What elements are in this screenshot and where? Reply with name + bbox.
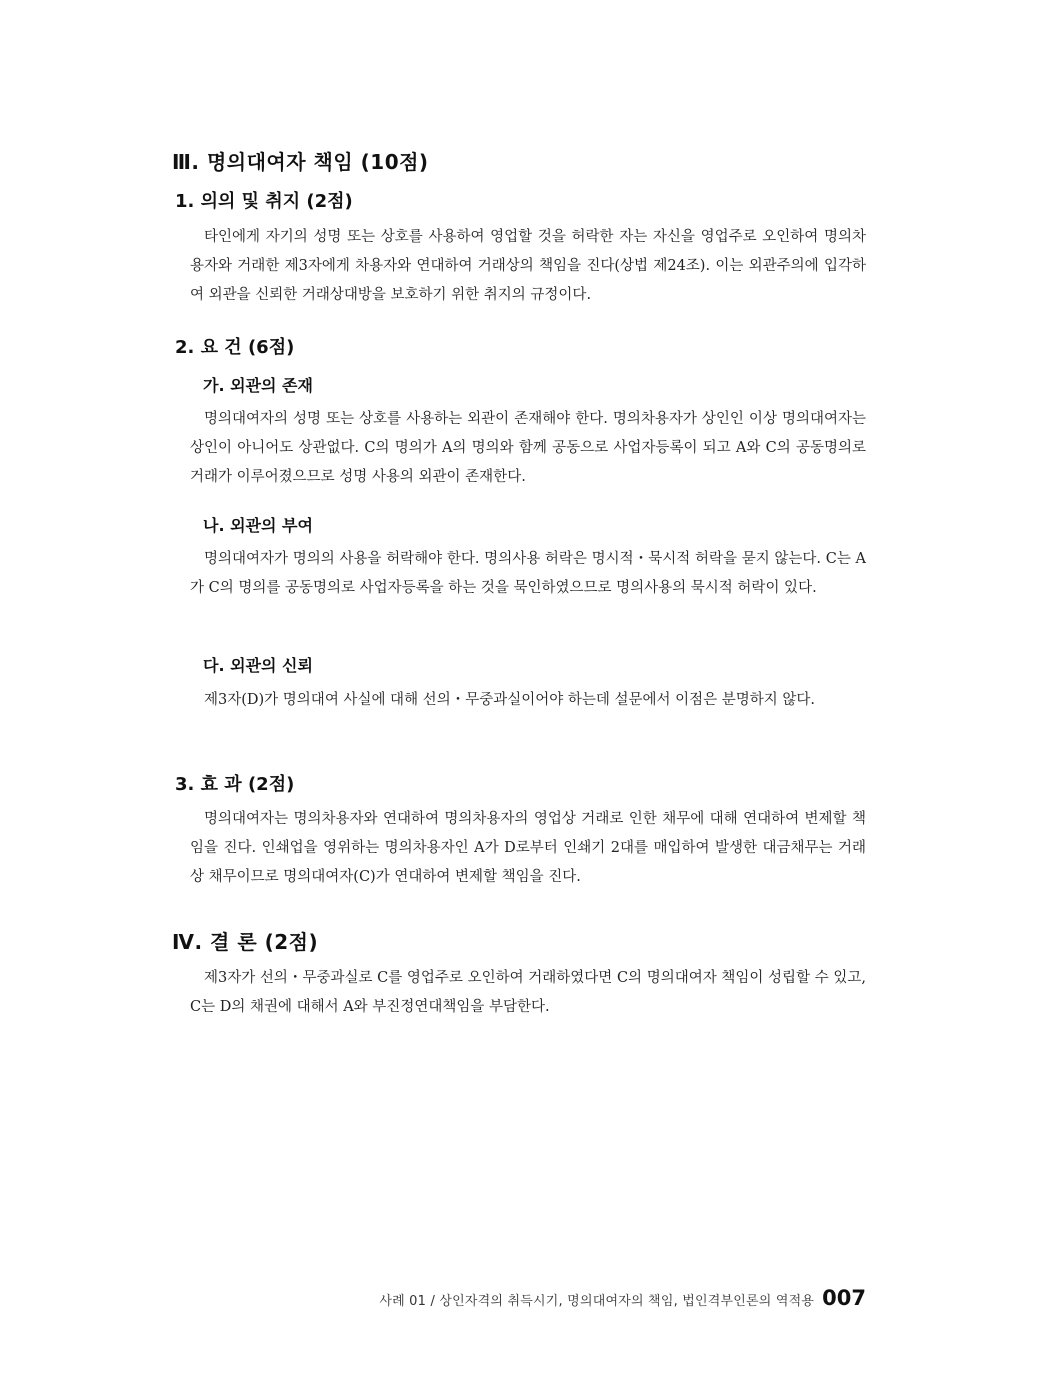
- subsection-3-paragraph: 명의대여자는 명의차용자와 연대하여 명의차용자의 영업상 거래로 인한 채무에 대해 연대하여 변제할 책임을 진다. 인쇄업을 영위하는 명의차용자인 A가 D로부터 인쇄기 2대를 매입하여 발생한 대금채무는 거래상 채무이므로 명의대여자(C)가 연대하여 변제할 책임을 진다.: [190, 811, 866, 885]
- subsection-2-da-paragraph: 제3자(D)가 명의대여 사실에 대해 선의・무중과실이어야 하는데 설문에서 이점은 분명하지 않다.: [204, 692, 816, 708]
- subsection-1-paragraph: 타인에게 자기의 성명 또는 상호를 사용하여 영업할 것을 허락한 자는 자신을 영업주로 오인하여 명의차용자와 거래한 제3자에게 차용자와 연대하여 거래상의 책임을 진다(상법 제24조). 이는 외관주의에 입각하여 외관을 신뢰한 거래상대방을 보호하기 위한 취지의 규정이다.: [190, 229, 866, 303]
- subsection-2-da-heading: 다. 외관의 신뢰: [203, 656, 313, 675]
- subsection-2-na-heading: 나. 외관의 부여: [203, 516, 313, 535]
- running-title: 사례 01 / 상인자격의 취득시기, 명의대여자의 책임, 법인격부인론의 역적용: [379, 1294, 815, 1309]
- subsection-2-ga-heading: 가. 외관의 존재: [203, 376, 313, 395]
- subsection-2-na-paragraph: 명의대여자가 명의의 사용을 허락해야 한다. 명의사용 허락은 명시적・묵시적 허락을 묻지 않는다. C는 A가 C의 명의를 공동명의로 사업자등록을 하는 것을 묵인하였으므로 명의사용의 묵시적 허락이 있다.: [190, 551, 866, 596]
- page-footer: [379, 1286, 866, 1310]
- page-number: 007: [822, 1286, 866, 1310]
- subsection-2-heading: 2. 요 건 (6점): [175, 337, 295, 358]
- subsection-3-heading: 3. 효 과 (2점): [175, 774, 295, 795]
- subsection-1-heading: 1. 의의 및 취지 (2점): [175, 191, 353, 212]
- section-4-heading: Ⅳ. 결 론 (2점): [172, 930, 319, 954]
- section-3-heading: Ⅲ. 명의대여자 책임 (10점): [172, 150, 429, 174]
- subsection-2-ga-paragraph: 명의대여자의 성명 또는 상호를 사용하는 외관이 존재해야 한다. 명의차용자가 상인인 이상 명의대여자는 상인이 아니어도 상관없다. C의 명의가 A의 명의와 함께 공동으로 사업자등록이 되고 A와 C의 공동명의로 거래가 이루어졌으므로 성명 사용의 외관이 존재한다.: [190, 411, 866, 485]
- section-4-paragraph: 제3자가 선의・무중과실로 C를 영업주로 오인하여 거래하였다면 C의 명의대여자 책임이 성립할 수 있고, C는 D의 채권에 대해서 A와 부진정연대책임을 부담한다.: [190, 970, 866, 1015]
